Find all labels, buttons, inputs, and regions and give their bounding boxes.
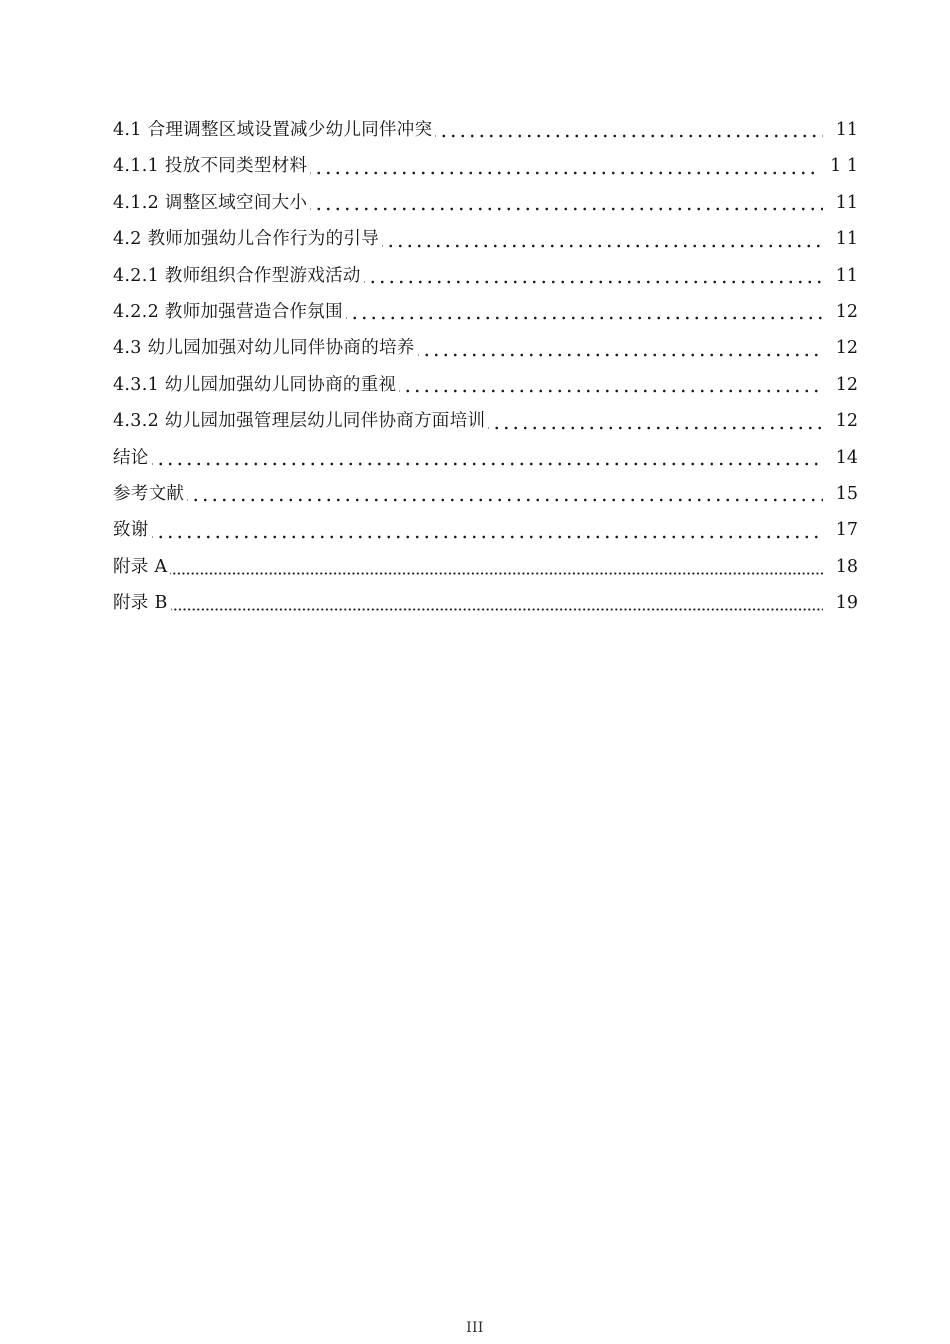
toc-entry-label: 致谢 (113, 520, 149, 541)
toc-entry[interactable] (113, 185, 858, 221)
toc-entry-label: 附录 A (113, 556, 168, 577)
toc-entry-label: 4.3.2 幼儿园加强管理层幼儿同伴协商方面培训 (113, 411, 486, 432)
page-footer (0, 1320, 950, 1336)
toc-leader-dots (364, 258, 823, 294)
toc-leader-dots (346, 294, 823, 330)
toc-page-number: 11 (835, 265, 858, 286)
toc-leader-dots (382, 221, 823, 257)
toc-leader-dots (488, 403, 823, 439)
toc-page-number: 12 (835, 374, 858, 395)
toc-page-number: 11 (835, 192, 858, 213)
toc-page-number: 19 (835, 593, 858, 614)
toc-entry-label: 4.2 教师加强幼儿合作行为的引导 (113, 229, 379, 250)
toc-leader-dots (435, 112, 823, 148)
toc-entry[interactable] (113, 330, 858, 366)
toc-entry-label: 4.1.1 投放不同类型材料 (113, 156, 308, 177)
toc-entry-label: 4.1 合理调整区域设置减少幼儿同伴冲突 (113, 120, 433, 140)
toc-entry-label: 4.2.1 教师组织合作型游戏活动 (113, 265, 361, 286)
toc-page-number: 12 (835, 301, 858, 322)
toc-page-number: 1 1 (830, 156, 858, 177)
toc-leader-dots (310, 185, 823, 221)
toc-entry[interactable] (113, 221, 858, 257)
toc-page-number: 14 (835, 447, 858, 468)
toc-leader-dots (187, 476, 823, 512)
toc-leader-dots (399, 367, 823, 403)
toc-entry[interactable] (113, 258, 858, 294)
toc-page-number: 11 (835, 229, 858, 250)
toc-entry-label: 结论 (113, 447, 149, 468)
toc-page-number: 12 (835, 338, 858, 359)
toc-entry-label: 参考文献 (113, 483, 185, 504)
toc-entry[interactable] (113, 367, 858, 403)
toc-leader-dots (310, 148, 821, 184)
toc-entry[interactable] (113, 585, 858, 621)
toc-leader-dots (152, 440, 823, 476)
toc-leader-dots (171, 585, 823, 621)
table-of-contents (113, 112, 858, 621)
toc-entry-label: 4.2.2 教师加强营造合作氛围 (113, 301, 343, 322)
toc-page-number: 18 (835, 556, 858, 577)
toc-page-number: 11 (835, 120, 858, 140)
toc-entry[interactable] (113, 294, 858, 330)
toc-entry-label: 4.3 幼儿园加强对幼儿同伴协商的培养 (113, 338, 415, 359)
toc-entry[interactable] (113, 403, 858, 439)
toc-entry[interactable] (113, 440, 858, 476)
toc-page-number: 12 (835, 411, 858, 432)
toc-page-number: 15 (835, 483, 858, 504)
toc-entry-label: 4.1.2 调整区域空间大小 (113, 192, 308, 213)
toc-entry[interactable] (113, 112, 858, 148)
toc-entry[interactable] (113, 148, 858, 184)
toc-page-number: 17 (835, 520, 858, 541)
toc-entry[interactable] (113, 549, 858, 585)
toc-leader-dots (152, 512, 823, 548)
toc-entry[interactable] (113, 476, 858, 512)
footer-page-number: III (466, 1320, 484, 1336)
toc-leader-dots (418, 330, 823, 366)
toc-entry[interactable] (113, 512, 858, 548)
toc-entry-label: 附录 B (113, 593, 168, 614)
toc-leader-dots (170, 549, 823, 585)
toc-entry-label: 4.3.1 幼儿园加强幼儿同协商的重视 (113, 374, 397, 395)
